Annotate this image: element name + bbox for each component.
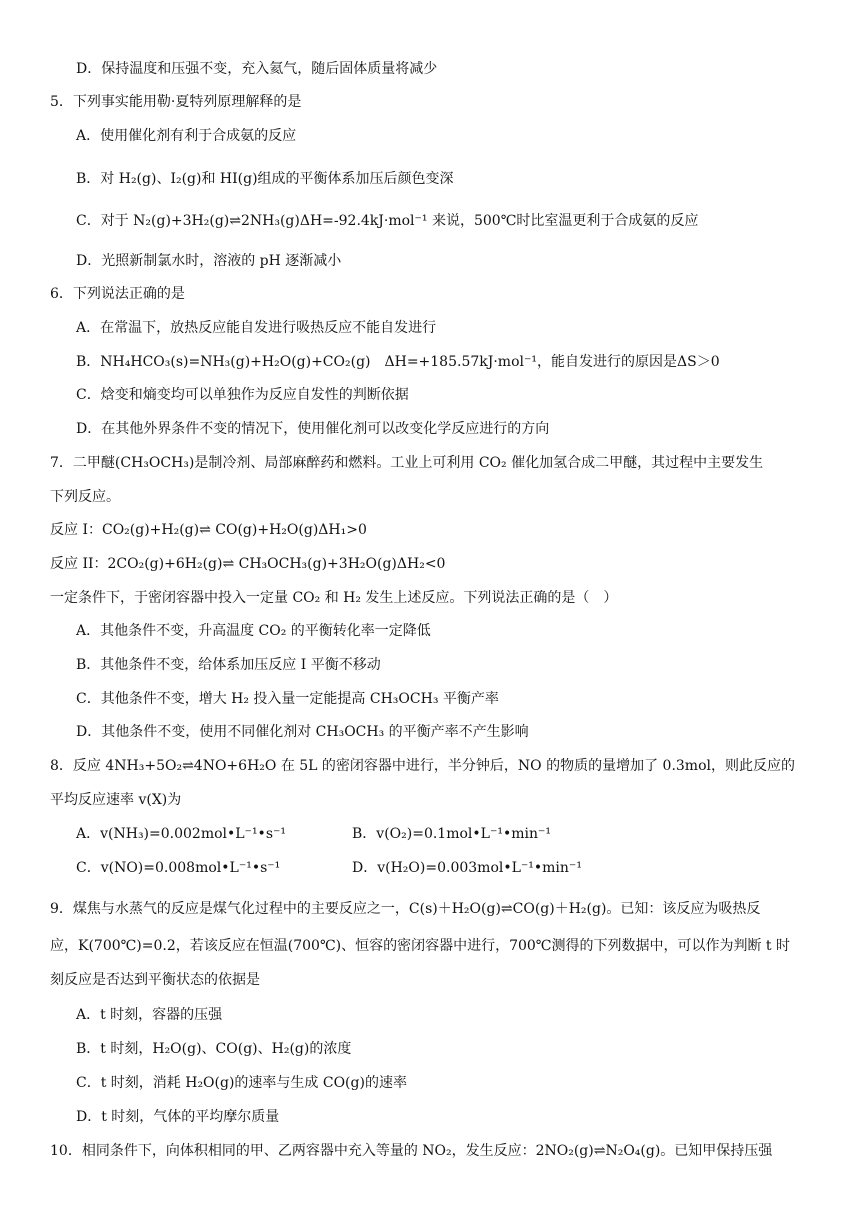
q7-reaction-1: 反应 I：CO₂(g)+H₂(g)⇌ CO(g)+H₂O(g)ΔH₁>0 (50, 522, 367, 538)
q9-stem-line-2: 应，K(700℃)=0.2，若该反应在恒温(700℃)、恒容的密闭容器中进行，700℃测得的下列数据中，可以作为判断 t 时 (50, 938, 790, 954)
q7-option-c: C．其他条件不变，增大 H₂ 投入量一定能提高 CH₃OCH₃ 平衡产率 (76, 691, 499, 707)
q8-option-c: C．v(NO)=0.008mol•L⁻¹•s⁻¹ (76, 860, 281, 876)
q7-option-a: A．其他条件不变，升高温度 CO₂ 的平衡转化率一定降低 (76, 623, 431, 639)
q4-option-d: D．保持温度和压强不变，充入氦气，随后固体质量将减少 (76, 61, 438, 77)
q6-option-c: C．焓变和熵变均可以单独作为反应自发性的判断依据 (76, 387, 409, 403)
q5-option-b: B．对 H₂(g)、I₂(g)和 HI(g)组成的平衡体系加压后颜色变深 (76, 171, 454, 187)
q6-stem: 6．下列说法正确的是 (50, 286, 185, 302)
q7-stem-line-1: 7．二甲醚(CH₃OCH₃)是制冷剂、局部麻醉药和燃料。工业上可利用 CO₂ 催化加氢合成二甲醚，其过程中主要发生 (50, 455, 764, 471)
q9-option-b: B．t 时刻，H₂O(g)、CO(g)、H₂(g)的浓度 (76, 1041, 352, 1057)
q5-option-a: A．使用催化剂有利于合成氨的反应 (76, 128, 297, 144)
q9-stem-line-3: 刻反应是否达到平衡状态的依据是 (50, 972, 260, 988)
q5-stem: 5．下列事实能用勒·夏特列原理解释的是 (50, 94, 302, 110)
q9-option-d: D．t 时刻，气体的平均摩尔质量 (76, 1109, 280, 1125)
q9-option-a: A．t 时刻，容器的压强 (76, 1007, 223, 1023)
q7-reaction-2: 反应 II：2CO₂(g)+6H₂(g)⇌ CH₃OCH₃(g)+3H₂O(g)ΔH₂<0 (50, 556, 446, 572)
q6-option-d: D．在其他外界条件不变的情况下，使用催化剂可以改变化学反应进行的方向 (76, 421, 550, 437)
q7-stem-line-2: 下列反应。 (50, 489, 120, 505)
q9-stem-line-1: 9．煤焦与水蒸气的反应是煤气化过程中的主要反应之一，C(s)＋H₂O(g)⇌CO(g)＋H₂(g)。已知：该反应为吸热反 (50, 901, 761, 917)
q10-stem-line-1: 10．相同条件下，向体积相同的甲、乙两容器中充入等量的 NO₂，发生反应：2NO₂(g)⇌N₂O₄(g)。已知甲保持压强 (50, 1143, 773, 1159)
q7-option-d: D．其他条件不变，使用不同催化剂对 CH₃OCH₃ 的平衡产率不产生影响 (76, 724, 529, 740)
q8-option-b: B．v(O₂)=0.1mol•L⁻¹•min⁻¹ (352, 826, 551, 842)
q6-option-b: B．NH₄HCO₃(s)=NH₃(g)+H₂O(g)+CO₂(g) ΔH=+185.57kJ·mol⁻¹，能自发进行的原因是ΔS＞0 (76, 354, 720, 370)
q7-option-b: B．其他条件不变，给体系加压反应 I 平衡不移动 (76, 657, 381, 673)
q6-option-a: A．在常温下，放热反应能自发进行吸热反应不能自发进行 (76, 320, 437, 336)
q8-stem-line-2: 平均反应速率 v(X)为 (50, 792, 182, 808)
q5-option-d: D．光照新制氯水时，溶液的 pH 逐渐减小 (76, 253, 342, 269)
q9-option-c: C．t 时刻，消耗 H₂O(g)的速率与生成 CO(g)的速率 (76, 1075, 407, 1091)
q8-option-a: A．v(NH₃)=0.002mol•L⁻¹•s⁻¹ (76, 826, 287, 842)
q8-option-d: D．v(H₂O)=0.003mol•L⁻¹•min⁻¹ (352, 860, 582, 876)
q8-stem-line-1: 8．反应 4NH₃+5O₂⇌4NO+6H₂O 在 5L 的密闭容器中进行，半分钟后，NO 的物质的量增加了 0.3mol，则此反应的 (50, 758, 795, 774)
q5-option-c: C．对于 N₂(g)+3H₂(g)⇌2NH₃(g)ΔH=-92.4kJ·mol⁻¹ 来说，500℃时比室温更利于合成氨的反应 (76, 213, 699, 229)
q7-question: 一定条件下，于密闭容器中投入一定量 CO₂ 和 H₂ 发生上述反应。下列说法正确的是（ ） (50, 590, 618, 606)
